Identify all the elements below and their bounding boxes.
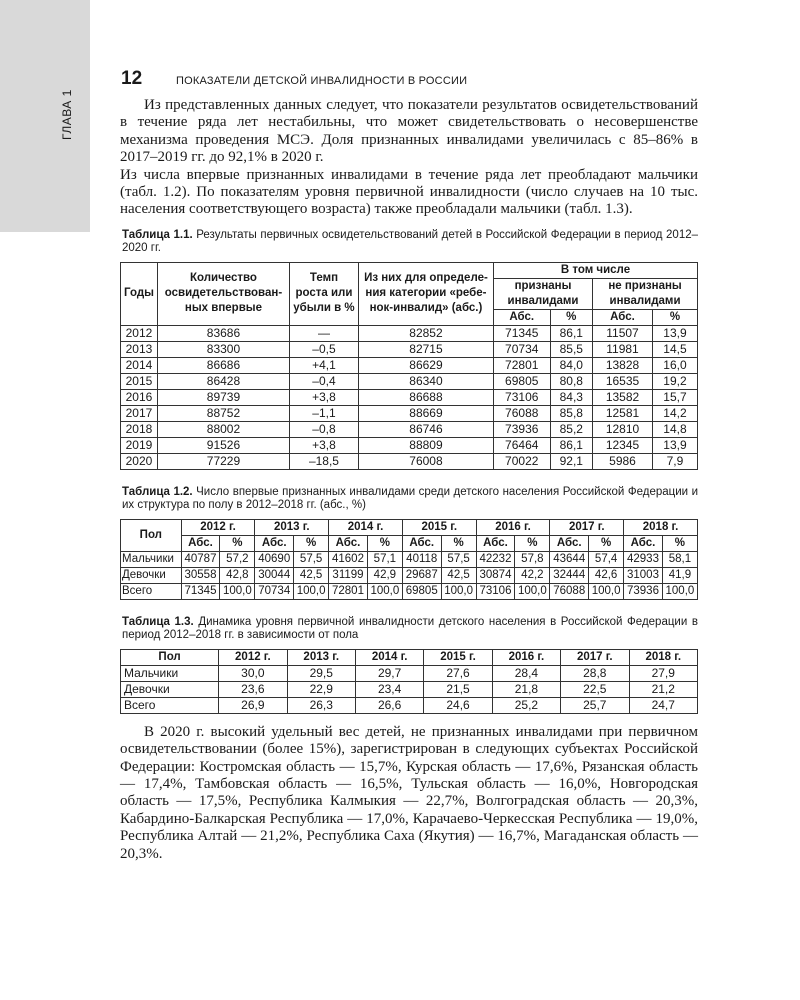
table-cell: 25,7 <box>561 697 629 713</box>
table-cell: 82852 <box>358 325 493 341</box>
table-cell: 85,5 <box>550 341 593 357</box>
table-cell: 42,5 <box>294 567 329 583</box>
header-year: 2012 г. <box>181 519 255 535</box>
table-row <box>121 357 698 373</box>
table-row <box>121 519 698 535</box>
table-cell: 2017 <box>121 405 158 421</box>
table-cell: 57,8 <box>515 551 550 567</box>
table-cell: 40787 <box>181 551 220 567</box>
table-cell: 15,7 <box>652 389 697 405</box>
table-header: 2014 г. <box>355 649 423 665</box>
table-cell: 14,5 <box>652 341 697 357</box>
table-row <box>121 567 698 583</box>
table-cell: –0,8 <box>289 421 358 437</box>
header-abs: Абс. <box>476 535 515 551</box>
table-cell: 31003 <box>624 567 663 583</box>
table-cell: 30874 <box>476 567 515 583</box>
table-cell: 16535 <box>593 373 653 389</box>
header-recognized: признаны инвалидами <box>493 278 592 309</box>
table-cell: 57,5 <box>441 551 476 567</box>
outro-text <box>120 724 698 863</box>
table-cell: 73106 <box>476 583 515 599</box>
table-cell: Мальчики <box>121 551 182 567</box>
header-abs: Абс. <box>550 535 589 551</box>
header-including: В том числе <box>493 262 697 278</box>
table-cell: 26,9 <box>219 697 287 713</box>
table-cell: 73106 <box>493 389 550 405</box>
header-year: 2018 г. <box>624 519 698 535</box>
table-cell: 82715 <box>358 341 493 357</box>
table-cell: 13828 <box>593 357 653 373</box>
table-cell: 25,2 <box>492 697 560 713</box>
table-cell: 58,1 <box>662 551 697 567</box>
table-cell: 85,2 <box>550 421 593 437</box>
table-cell: 84,0 <box>550 357 593 373</box>
table-cell: 2018 <box>121 421 158 437</box>
table-cell: 12810 <box>593 421 653 437</box>
table-cell: 76464 <box>493 437 550 453</box>
table-row <box>121 421 698 437</box>
table-cell: 2013 <box>121 341 158 357</box>
header-category: Из них для определе-ния категории «ребе-нок-инвалид» (абс.) <box>358 262 493 325</box>
table-cell: 24,7 <box>629 697 698 713</box>
table-header: 2013 г. <box>287 649 355 665</box>
intro-text <box>120 97 698 219</box>
table-cell: 88809 <box>358 437 493 453</box>
header-pct: % <box>550 309 593 325</box>
table-cell: 76088 <box>550 583 589 599</box>
header-abs: Абс. <box>181 535 220 551</box>
table-cell: 32444 <box>550 567 589 583</box>
table-cell: 28,8 <box>561 665 629 681</box>
table-cell: 21,2 <box>629 681 698 697</box>
table-cell: Девочки <box>121 567 182 583</box>
table-cell: 26,3 <box>287 697 355 713</box>
table-cell: 70734 <box>493 341 550 357</box>
table-cell: 57,4 <box>589 551 624 567</box>
table-cell: 70022 <box>493 453 550 469</box>
table-cell: 2019 <box>121 437 158 453</box>
header-pct: % <box>220 535 255 551</box>
table-cell: Всего <box>121 697 219 713</box>
header-pct: % <box>367 535 402 551</box>
table-cell: 69805 <box>402 583 441 599</box>
table-cell: 21,8 <box>492 681 560 697</box>
table-header: 2018 г. <box>629 649 698 665</box>
table-cell: 89739 <box>157 389 289 405</box>
table-cell: 29,7 <box>355 665 423 681</box>
table-row <box>121 681 698 697</box>
header-pct: % <box>589 535 624 551</box>
caption-text: Число впервые признанных инвалидами среди детского населения Российской Федерации и их структура по полу в 2012–2018 гг. (абс., %) <box>122 485 698 512</box>
table-cell: 77229 <box>157 453 289 469</box>
table-row <box>121 583 698 599</box>
table-cell: 5986 <box>593 453 653 469</box>
header-count: Количество освидетельствован-ных впервые <box>157 262 289 325</box>
header-not-recognized: не признаны инвалидами <box>593 278 698 309</box>
table-cell: 24,6 <box>424 697 492 713</box>
table-cell: 86,1 <box>550 325 593 341</box>
table-cell: 2015 <box>121 373 158 389</box>
table-cell: 42,2 <box>515 567 550 583</box>
table-header: 2017 г. <box>561 649 629 665</box>
table-cell: 27,9 <box>629 665 698 681</box>
table-cell: 2016 <box>121 389 158 405</box>
table-cell: +3,8 <box>289 437 358 453</box>
table-cell: 72801 <box>329 583 368 599</box>
table-cell: 13,9 <box>652 437 697 453</box>
table-cell: 7,9 <box>652 453 697 469</box>
table-cell: 88669 <box>358 405 493 421</box>
header-year: 2015 г. <box>402 519 476 535</box>
table-cell: 71345 <box>181 583 220 599</box>
chapter-label: ГЛАВА 1 <box>60 89 74 140</box>
table-cell: 13,9 <box>652 325 697 341</box>
table-cell: 14,2 <box>652 405 697 421</box>
header-abs: Абс. <box>329 535 368 551</box>
table-row <box>121 405 698 421</box>
table-cell: 86688 <box>358 389 493 405</box>
caption-text: Результаты первичных освидетельствований детей в Российской Федерации в период 2012–2020 гг. <box>122 228 699 255</box>
header-pct: % <box>294 535 329 551</box>
table-cell: 100,0 <box>220 583 255 599</box>
table-cell: 19,2 <box>652 373 697 389</box>
table-row <box>121 373 698 389</box>
table-2-caption <box>122 486 698 513</box>
table-cell: 73936 <box>624 583 663 599</box>
table-cell: 14,8 <box>652 421 697 437</box>
table-cell: 86428 <box>157 373 289 389</box>
header-pct: % <box>652 309 697 325</box>
table-cell: 88752 <box>157 405 289 421</box>
table-cell: 72801 <box>493 357 550 373</box>
table-cell: 57,2 <box>220 551 255 567</box>
table-cell: — <box>289 325 358 341</box>
page-body <box>120 97 698 863</box>
table-cell: 100,0 <box>589 583 624 599</box>
table-cell: 76008 <box>358 453 493 469</box>
table-cell: 86746 <box>358 421 493 437</box>
table-3-caption <box>122 616 698 643</box>
header-abs: Абс. <box>493 309 550 325</box>
table-cell: 27,6 <box>424 665 492 681</box>
table-cell: +4,1 <box>289 357 358 373</box>
caption-label: Таблица 1.3. <box>122 615 194 628</box>
header-abs: Абс. <box>593 309 653 325</box>
header-sex: Пол <box>121 519 182 551</box>
table-1-caption <box>122 229 698 256</box>
table-cell: 42,6 <box>589 567 624 583</box>
header-years: Годы <box>121 262 158 325</box>
header-abs: Абс. <box>402 535 441 551</box>
table-cell: 83300 <box>157 341 289 357</box>
table-cell: 23,6 <box>219 681 287 697</box>
table-cell: +3,8 <box>289 389 358 405</box>
table-cell: 70734 <box>255 583 294 599</box>
table-1 <box>120 262 698 470</box>
table-cell: 42232 <box>476 551 515 567</box>
table-cell: 41602 <box>329 551 368 567</box>
table-cell: 31199 <box>329 567 368 583</box>
table-2 <box>120 519 698 600</box>
table-cell: 86629 <box>358 357 493 373</box>
table-row <box>121 697 698 713</box>
table-cell: –0,5 <box>289 341 358 357</box>
table-cell: 42,5 <box>441 567 476 583</box>
table-cell: 2014 <box>121 357 158 373</box>
table-cell: Девочки <box>121 681 219 697</box>
table-cell: 88002 <box>157 421 289 437</box>
table-cell: 42933 <box>624 551 663 567</box>
header-year: 2013 г. <box>255 519 329 535</box>
chapter-tab <box>0 0 90 232</box>
table-cell: 71345 <box>493 325 550 341</box>
table-cell: 86340 <box>358 373 493 389</box>
table-cell: 40690 <box>255 551 294 567</box>
table-row <box>121 341 698 357</box>
table-cell: 43644 <box>550 551 589 567</box>
header-rate: Темп роста или убыли в % <box>289 262 358 325</box>
table-cell: 41,9 <box>662 567 697 583</box>
caption-label: Таблица 1.1. <box>122 228 193 241</box>
table-row <box>121 649 698 665</box>
caption-label: Таблица 1.2. <box>122 485 193 498</box>
table-header: 2015 г. <box>424 649 492 665</box>
table-row <box>121 325 698 341</box>
table-cell: 86686 <box>157 357 289 373</box>
table-cell: 83686 <box>157 325 289 341</box>
table-cell: 42,8 <box>220 567 255 583</box>
table-cell: 29687 <box>402 567 441 583</box>
table-cell: 73936 <box>493 421 550 437</box>
table-cell: 57,5 <box>294 551 329 567</box>
table-cell: 13582 <box>593 389 653 405</box>
table-cell: 69805 <box>493 373 550 389</box>
header-abs: Абс. <box>624 535 663 551</box>
header-pct: % <box>662 535 697 551</box>
table-cell: 91526 <box>157 437 289 453</box>
running-head: ПОКАЗАТЕЛИ ДЕТСКОЙ ИНВАЛИДНОСТИ В РОССИИ <box>176 75 468 87</box>
table-cell: Всего <box>121 583 182 599</box>
page-number: 12 <box>121 68 143 89</box>
table-cell: 16,0 <box>652 357 697 373</box>
table-cell: 11981 <box>593 341 653 357</box>
table-cell: 84,3 <box>550 389 593 405</box>
paragraph: Из представленных данных следует, что показатели результатов освидетельствований в течение ряда лет нестабильны, что может свидетельствовать о несовершенстве механизма проведения МСЭ. Доля признанных инвалидами увеличилась с 85–86% в 2017–2019 гг. до 92,1% в 2020 г. <box>120 97 698 166</box>
table-cell: –0,4 <box>289 373 358 389</box>
table-header: 2016 г. <box>492 649 560 665</box>
table-header: 2012 г. <box>219 649 287 665</box>
table-cell: 76088 <box>493 405 550 421</box>
table-row <box>121 453 698 469</box>
table-row <box>121 551 698 567</box>
table-cell: Мальчики <box>121 665 219 681</box>
table-cell: 30,0 <box>219 665 287 681</box>
table-cell: 30558 <box>181 567 220 583</box>
table-cell: 12345 <box>593 437 653 453</box>
table-cell: 57,1 <box>367 551 402 567</box>
table-cell: 29,5 <box>287 665 355 681</box>
table-cell: 100,0 <box>662 583 697 599</box>
table-cell: 85,8 <box>550 405 593 421</box>
table-cell: –18,5 <box>289 453 358 469</box>
header-abs: Абс. <box>255 535 294 551</box>
paragraph: В 2020 г. высокий удельный вес детей, не признанных инвалидами при первичном освидетельствовании (более 15%), зарегистрирован в следующих субъектах Российской Федерации: Костромская область — 15,7%, Курская область — 17,6%, Рязанская область — 17,4%, Тамбовская область — 16,5%, Тульская область — 16,0%, Новгородская область — 17,5%, Республика Калмыкия — 22,7%, Волгоградская область — 20,3%, Кабардино-Балкарская Республика — 17,0%, Карачаево-Черкесская Республика — 19,0%, Республика Алтай — 21,2%, Республика Саха (Якутия) — 16,7%, Магаданская область — 20,3%. <box>120 723 698 862</box>
caption-text: Динамика уровня первичной инвалидности детского населения в Российской Федерации в период 2012–2018 гг. в зависимости от пола <box>122 615 698 642</box>
table-header: Пол <box>121 649 219 665</box>
header-year: 2014 г. <box>329 519 403 535</box>
table-cell: 100,0 <box>441 583 476 599</box>
table-cell: 21,5 <box>424 681 492 697</box>
header-year: 2016 г. <box>476 519 550 535</box>
table-cell: 12581 <box>593 405 653 421</box>
table-cell: 86,1 <box>550 437 593 453</box>
header-pct: % <box>441 535 476 551</box>
table-cell: 11507 <box>593 325 653 341</box>
table-row <box>121 389 698 405</box>
table-cell: 30044 <box>255 567 294 583</box>
table-cell: 40118 <box>402 551 441 567</box>
table-row <box>121 535 698 551</box>
table-cell: 2020 <box>121 453 158 469</box>
table-cell: 100,0 <box>367 583 402 599</box>
table-cell: 28,4 <box>492 665 560 681</box>
paragraph: Из числа впервые признанных инвалидами в течение ряда лет преобладают мальчики (табл. 1.2). По показателям уровня первичной инвалидности (число случаев на 10 тыс. населения соответствующего возраста) также преобладали мальчики (табл. 1.3). <box>120 166 698 218</box>
table-cell: 23,4 <box>355 681 423 697</box>
table-cell: 42,9 <box>367 567 402 583</box>
table-3 <box>120 649 698 714</box>
table-cell: 92,1 <box>550 453 593 469</box>
table-row <box>121 437 698 453</box>
table-cell: 2012 <box>121 325 158 341</box>
table-row <box>121 665 698 681</box>
table-cell: –1,1 <box>289 405 358 421</box>
table-cell: 100,0 <box>515 583 550 599</box>
header-year: 2017 г. <box>550 519 624 535</box>
table-cell: 22,5 <box>561 681 629 697</box>
table-cell: 22,9 <box>287 681 355 697</box>
header-pct: % <box>515 535 550 551</box>
table-cell: 100,0 <box>294 583 329 599</box>
table-cell: 80,8 <box>550 373 593 389</box>
table-cell: 26,6 <box>355 697 423 713</box>
